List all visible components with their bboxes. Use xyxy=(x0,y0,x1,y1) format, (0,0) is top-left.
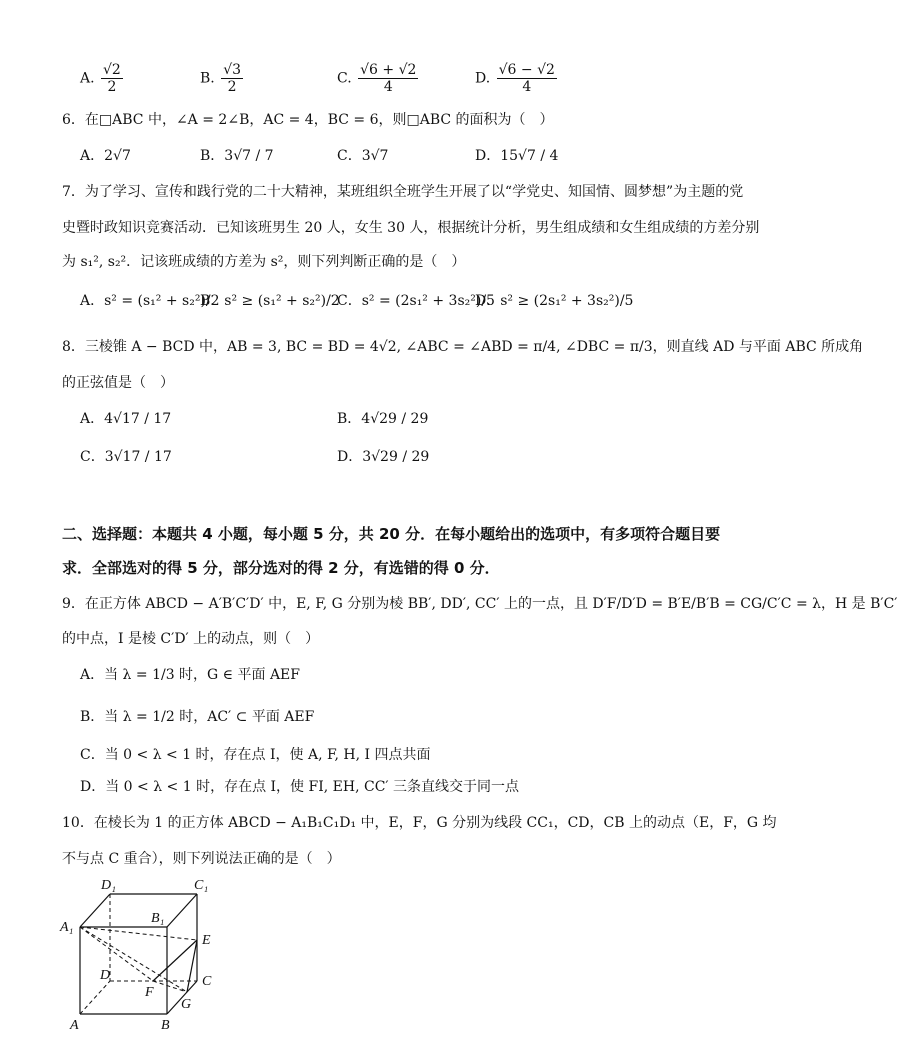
label-f: F xyxy=(145,985,154,1000)
q9-line-2: 的中点，I 是棱 C′D′ 上的动点，则（ ） xyxy=(62,631,320,647)
fraction: $\frac{√6 - √2}{4}$ xyxy=(498,62,555,96)
q9-option-c: C．当 0 < λ < 1 时，存在点 I，使 A, F, H, I 四点共面 xyxy=(80,747,431,763)
fraction: $\frac{√6 + √2}{4}$ xyxy=(360,62,417,96)
q5-option-a: A. $\frac{√2}{2}$ xyxy=(80,62,121,96)
q6-option-b: B．3√7 / 7 xyxy=(200,148,274,164)
q6-option-a: A．2√7 xyxy=(80,148,131,164)
q10-line-1: 10．在棱长为 1 的正方体 ABCD − A₁B₁C₁D₁ 中，E，F，G 分别为线段 CC₁，CD，CB 上的动点（E，F，G 均 xyxy=(62,815,777,831)
q8-option-d: D．3√29 / 29 xyxy=(337,449,430,465)
label-g: G xyxy=(181,997,192,1012)
q9-option-a: A．当 λ = 1/3 时，G ∈ 平面 AEF xyxy=(80,667,300,683)
q6-option-c: C．3√7 xyxy=(337,148,389,164)
edge-a1-d1 xyxy=(80,894,110,927)
section-heading-line-1: 二、选择题：本题共 4 小题，每小题 5 分，共 20 分．在每小题给出的选项中，有多项符合题目要 xyxy=(62,525,721,543)
q9-option-d: D．当 0 < λ < 1 时，存在点 I，使 FI, EH, CC′ 三条直线交于同一点 xyxy=(80,779,520,795)
label-a1: A₁ xyxy=(60,920,74,935)
label-a: A xyxy=(70,1018,79,1033)
q10-line-2: 不与点 C 重合），则下列说法正确的是（ ） xyxy=(62,851,341,867)
cube-figure xyxy=(55,872,235,1052)
q8-option-a: A．4√17 / 17 xyxy=(80,411,172,427)
q8-line-1: 8．三棱锥 A − BCD 中，AB = 3, BC = BD = 4√2, ∠ABC = ∠ABD = π/4, ∠DBC = π/3，则直线 AD 与平面 ABC 所成角 xyxy=(62,339,864,355)
q9-option-b: B．当 λ = 1/2 时，AC′ ⊂ 平面 AEF xyxy=(80,709,315,725)
q8-line-2: 的正弦值是（ ） xyxy=(62,375,174,391)
q7-line-1: 7．为了学习、宣传和践行党的二十大精神，某班组织全班学生开展了以“学党史、知国情、圆梦想”为主题的党 xyxy=(62,184,744,200)
segment-f-g xyxy=(153,981,187,992)
q7-option-c: C．s² = (2s₁² + 3s₂²)/5 xyxy=(337,293,495,309)
q7-option-b: B．s² ≥ (s₁² + s₂²)/2 xyxy=(200,293,340,309)
q7-option-d: D．s² ≥ (2s₁² + 3s₂²)/5 xyxy=(475,293,634,309)
segment-a1-f xyxy=(80,927,153,981)
q6-stem: 6．在□ABC 中，∠A = 2∠B，AC = 4，BC = 6，则□ABC 的面积为（ ） xyxy=(62,112,554,128)
segment-a1-e xyxy=(80,927,197,940)
q8-option-b: B．4√29 / 29 xyxy=(337,411,429,427)
label-d: D xyxy=(100,968,111,983)
q6-option-d: D．15√7 / 4 xyxy=(475,148,559,164)
edge-a-d-hidden xyxy=(80,981,110,1014)
label-b1: B₁ xyxy=(151,911,165,926)
label-e: E xyxy=(202,933,211,948)
label-d1: D₁ xyxy=(101,878,116,893)
section-heading-line-2: 求．全部选对的得 5 分，部分选对的得 2 分，有选错的得 0 分． xyxy=(62,559,500,577)
q5-option-c: C. $\frac{√6 + √2}{4}$ xyxy=(337,62,417,96)
label-c: C xyxy=(202,974,212,989)
q9-line-1: 9．在正方体 ABCD − A′B′C′D′ 中，E, F, G 分别为棱 BB′, DD′, CC′ 上的一点，且 D′F/D′D = B′E/B′B = CG/C′C = λ，H 是 B′C′ xyxy=(62,596,897,612)
fraction: $\frac{√2}{2}$ xyxy=(103,62,121,96)
q5-option-b: B. $\frac{√3}{2}$ xyxy=(200,62,242,96)
q5-option-d: D. $\frac{√6 - √2}{4}$ xyxy=(475,62,555,96)
q7-line-3: 为 s₁², s₂²．记该班成绩的方差为 s²，则下列判断正确的是（ ） xyxy=(62,254,466,270)
q7-line-2: 史暨时政知识竞赛活动．已知该班男生 20 人，女生 30 人，根据统计分析，男生组成绩和女生组成绩的方差分别 xyxy=(62,220,760,236)
q7-option-a: A．s² = (s₁² + s₂²)/2 xyxy=(80,293,220,309)
fraction: $\frac{√3}{2}$ xyxy=(223,62,242,96)
q8-option-c: C．3√17 / 17 xyxy=(80,449,172,465)
edge-b1-c1 xyxy=(167,894,197,927)
label-b: B xyxy=(161,1018,170,1033)
label-c1: C₁ xyxy=(194,878,209,893)
